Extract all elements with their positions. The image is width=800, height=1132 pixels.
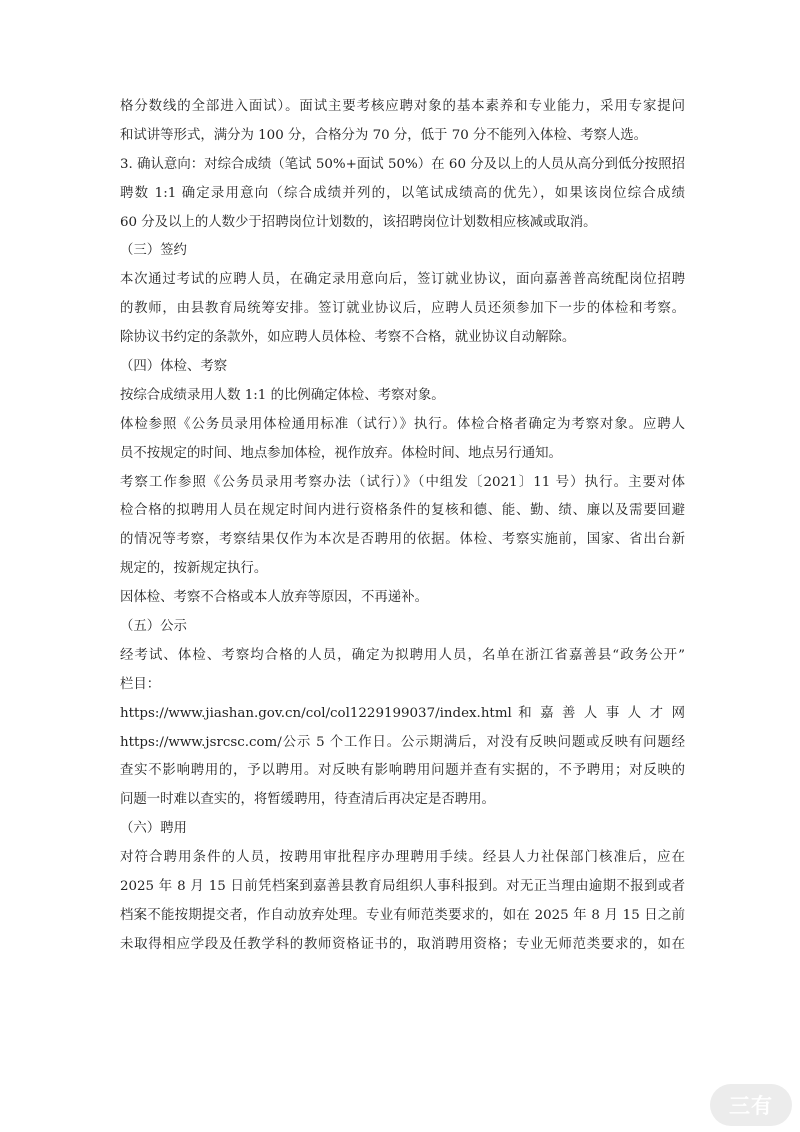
text-line: 对符合聘用条件的人员，按聘用审批程序办理聘用手续。经县人力社保部门核准后，应在 <box>120 850 685 866</box>
text-line: 员不按规定的时间、地点参加体检，视作放弃。体检时间、地点另行通知。 <box>120 445 562 461</box>
text-line: 本次通过考试的应聘人员，在确定录用意向后，签订就业协议，面向嘉善普高统配岗位招聘 <box>120 272 685 288</box>
text-line: 除协议书约定的条款外，如应聘人员体检、考察不合格，就业协议自动解除。 <box>120 330 576 346</box>
text-line: 按综合成绩录用人数 1:1 的比例确定体检、考察对象。 <box>120 387 445 403</box>
text-line: 档案不能按期提交者，作自动放弃处理。专业有师范类要求的，如在 2025 年 8 月 15 日之前 <box>120 907 685 923</box>
text-line: （三）签约 <box>120 243 187 259</box>
text-line: 因体检、考察不合格或本人放弃等原因，不再递补。 <box>120 590 428 606</box>
text-line: 的情况等考察，考察结果仅作为本次是否聘用的依据。体检、考察实施前，国家、省出台新 <box>120 532 685 548</box>
text-line: 3. 确认意向：对综合成绩（笔试 50%+面试 50%）在 60 分及以上的人员从高分到低分按照招 <box>120 156 685 172</box>
text-line: 检合格的拟聘用人员在规定时间内进行资格条件的复核和德、能、勤、绩、廉以及需要回避 <box>120 503 685 519</box>
text-line: （四）体检、考察 <box>120 359 228 375</box>
text-line: 未取得相应学段及任教学科的教师资格证书的，取消聘用资格；专业无师范类要求的，如在 <box>120 936 685 952</box>
text-line: https://www.jiashan.gov.cn/col/col1229199037/index.html 和 嘉 善 人 事 人 才 网 <box>120 705 685 721</box>
text-line: https://www.jsrcsc.com/公示 5 个工作日。公示期满后，对没有反映问题或反映有问题经 <box>120 734 685 750</box>
watermark-logo: 三有 <box>710 1084 792 1126</box>
text-line: 查实不影响聘用的，予以聘用。对反映有影响聘用问题并查有实据的，不予聘用；对反映的 <box>120 763 685 779</box>
text-line: 栏目： <box>120 676 161 692</box>
text-line: 2025 年 8 月 15 日前凭档案到嘉善县教育局组织人事科报到。对无正当理由逾期不报到或者 <box>120 879 685 895</box>
text-line: 格分数线的全部进入面试）。面试主要考核应聘对象的基本素养和专业能力，采用专家提问 <box>120 99 685 114</box>
document-body <box>120 93 685 960</box>
text-line: 经考试、体检、考察均合格的人员，确定为拟聘用人员，名单在浙江省嘉善县“政务公开” <box>120 647 685 663</box>
text-line: 60 分及以上的人数少于招聘岗位计划数的，该招聘岗位计划数相应核减或取消。 <box>120 214 597 230</box>
text-line: 和试讲等形式，满分为 100 分，合格分为 70 分，低于 70 分不能列入体检、考察人选。 <box>120 127 648 143</box>
text-line: 问题一时难以查实的，将暂缓聘用，待查清后再决定是否聘用。 <box>120 792 495 808</box>
text-line: 的教师，由县教育局统筹安排。签订就业协议后，应聘人员还须参加下一步的体检和考察。 <box>120 301 685 317</box>
text-line: 考察工作参照《公务员录用考察办法（试行）》（中组发〔2021〕11 号）执行。主要对体 <box>120 474 685 490</box>
text-line: （六）聘用 <box>120 821 187 837</box>
text-line: （五）公示 <box>120 619 187 635</box>
text-line: 体检参照《公务员录用体检通用标准（试行）》执行。体检合格者确定为考察对象。应聘人 <box>120 416 685 432</box>
text-line: 聘数 1:1 确定录用意向（综合成绩并列的，以笔试成绩高的优先），如果该岗位综合成绩 <box>120 185 685 201</box>
text-line: 规定的，按新规定执行。 <box>120 561 268 577</box>
